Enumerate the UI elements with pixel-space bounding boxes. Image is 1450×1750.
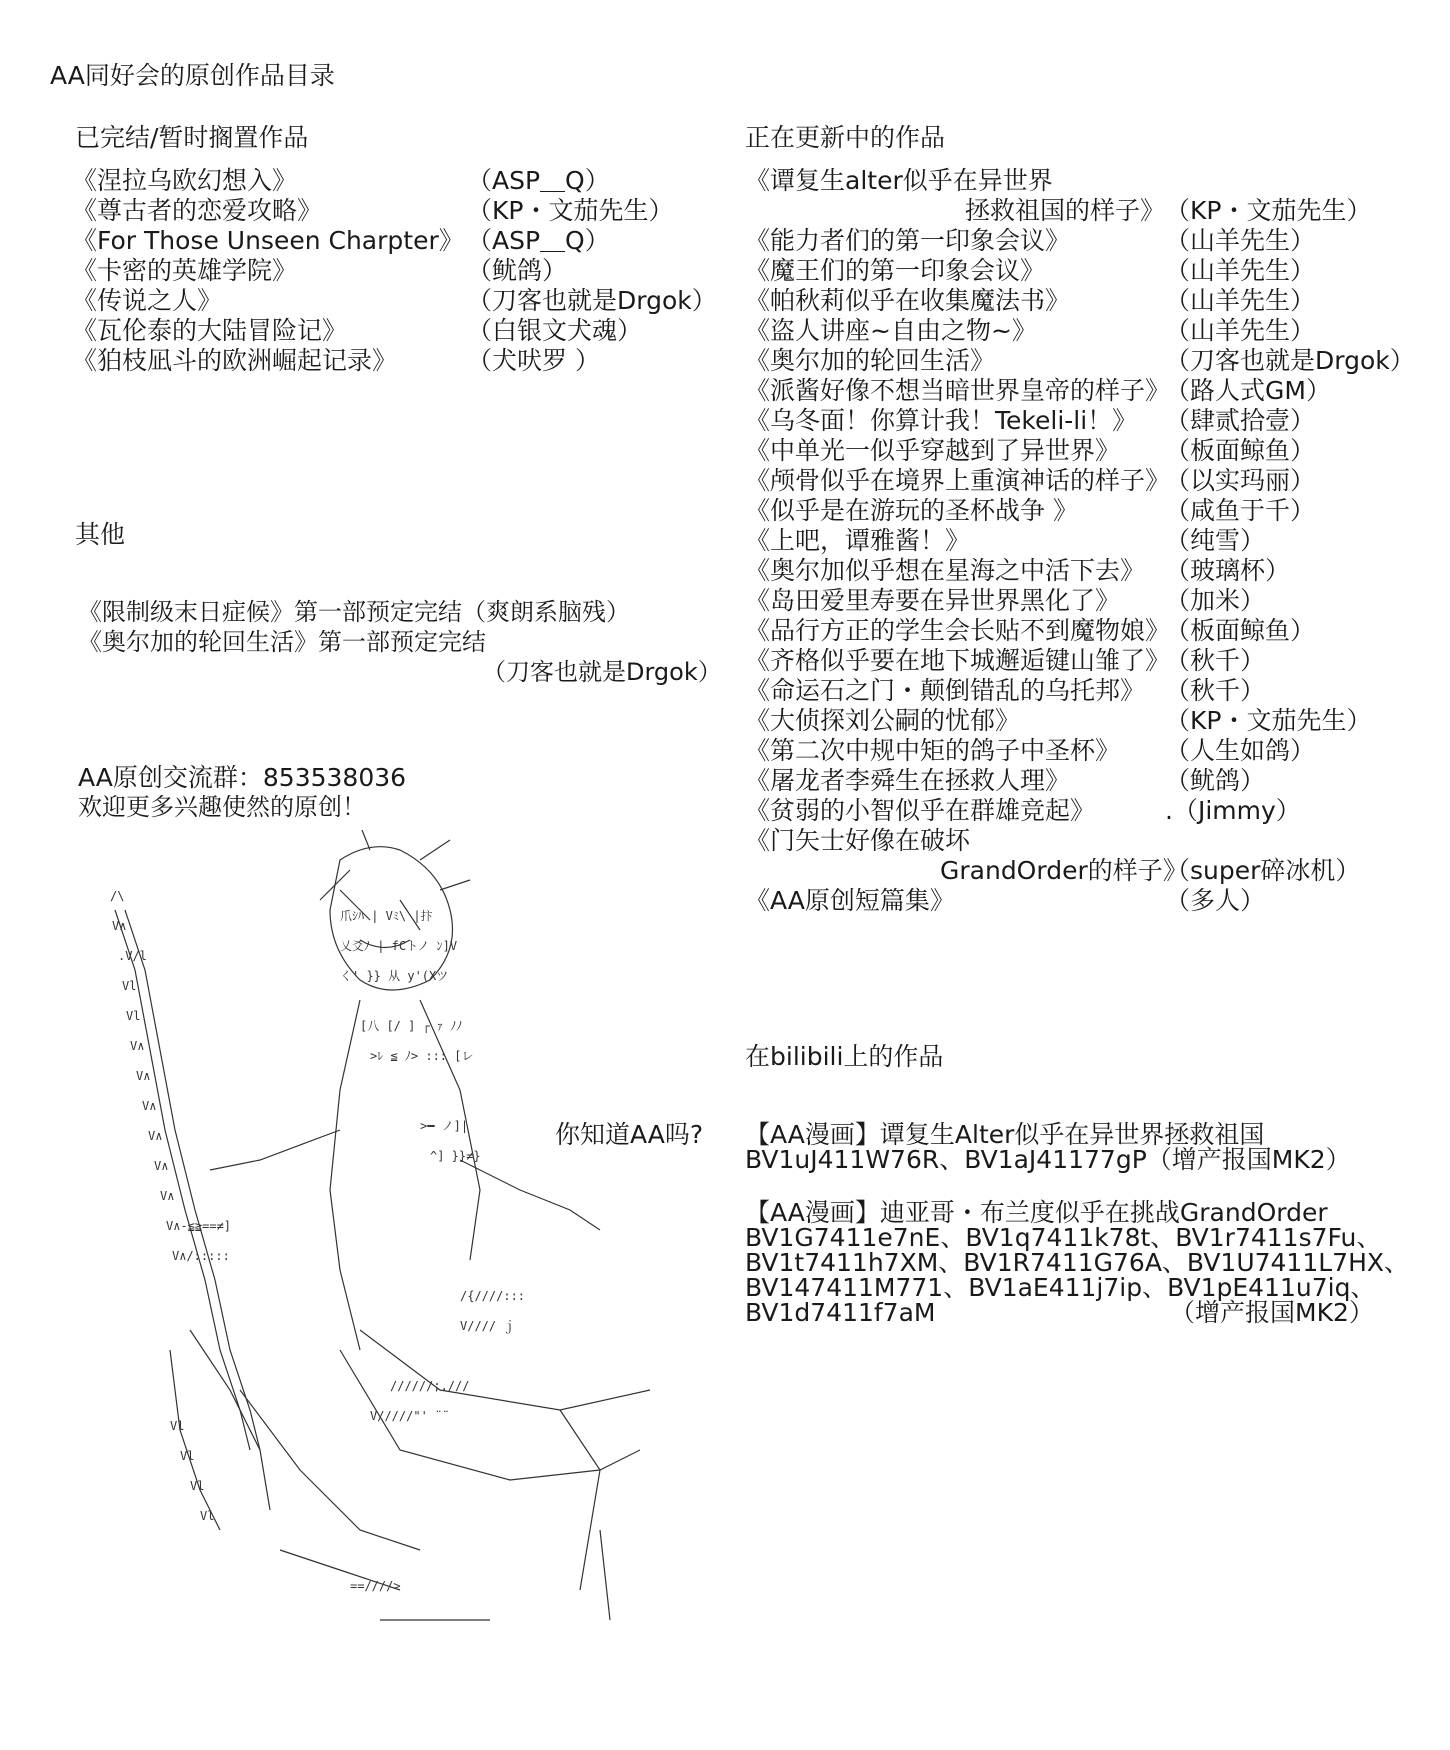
work-author: （加米） — [1165, 586, 1266, 615]
svg-text:>ﾚ ≦ ﾉ> ::: [レ: >ﾚ ≦ ﾉ> ::: [レ — [370, 1049, 474, 1063]
work-title: 《涅拉乌欧幻想入》 — [72, 166, 298, 195]
updating-row — [745, 288, 1405, 316]
updating-row — [745, 678, 1405, 706]
other-item-author: （刀客也就是Drgok） — [482, 658, 722, 686]
work-author: （刀客也就是Drgok） — [467, 286, 717, 315]
bili-entry-2-ids: BV1G7411e7nE、BV1q7411k78t、BV1r7411s7Fu、 — [745, 1223, 1382, 1252]
work-author: （山羊先生） — [1165, 316, 1316, 345]
bili-entry-2-title: 【AA漫画】迪亚哥・布兰度似乎在挑战GrandOrder — [745, 1198, 1328, 1227]
welcome-line: 欢迎更多兴趣使然的原创！ — [78, 793, 366, 821]
updating-row — [745, 346, 1415, 376]
work-author: （山羊先生） — [1165, 226, 1316, 255]
work-author: （人生如鸽） — [1165, 736, 1316, 765]
svg-text:V/////"' ¨¨: V/////"' ¨¨ — [370, 1409, 450, 1423]
work-author: （super碎冰机） — [1165, 856, 1361, 885]
work-title: 《传说之人》 — [72, 286, 223, 315]
completed-row — [72, 258, 712, 286]
work-title: 《魔王们的第一印象会议》 — [745, 256, 1046, 285]
work-title: 《派酱好像不想当暗世界皇帝的样子》 — [745, 376, 1171, 405]
completed-row — [72, 228, 712, 256]
work-author: （板面鲸鱼） — [1165, 616, 1316, 645]
completed-row — [72, 168, 712, 196]
updating-row — [745, 738, 1405, 766]
svg-text:V∧: V∧ — [136, 1069, 151, 1083]
svg-text:[八 [/ ] ┌ ｧ ﾉﾉ: [八 [/ ] ┌ ｧ ﾉﾉ — [360, 1019, 463, 1033]
updating-heading: 正在更新中的作品 — [745, 123, 946, 152]
updating-row — [745, 558, 1405, 586]
bili-entry-1-ids: BV1uJ411W76R、BV1aJ41177gP（增产报国MK2） — [745, 1145, 1351, 1174]
work-author: （KP・文茄先生） — [467, 196, 674, 225]
group-number: AA原创交流群：853538036 — [78, 763, 407, 792]
updating-row — [745, 888, 1405, 916]
work-author: （KP・文茄先生） — [1165, 196, 1372, 225]
work-title: 《乌冬面！你算计我！Tekeli-li！》 — [745, 406, 1138, 435]
work-author: （咸鱼于千） — [1165, 496, 1316, 525]
work-title: 《中单光一似乎穿越到了异世界》 — [745, 436, 1121, 465]
updating-row — [745, 708, 1405, 736]
work-title: 《屠龙者李舜生在拯救人理》 — [745, 766, 1071, 795]
work-title: 《盗人讲座~自由之物~》 — [745, 316, 1037, 345]
svg-text:Vl: Vl — [122, 979, 137, 993]
work-author: （多人） — [1165, 886, 1266, 915]
updating-row — [745, 768, 1405, 796]
svg-text:Vl: Vl — [190, 1479, 205, 1493]
svg-text:Vl: Vl — [126, 1009, 141, 1023]
work-author: （犬吠罗 ） — [467, 346, 600, 375]
work-title: 《颅骨似乎在境界上重演神话的样子》 — [745, 466, 1171, 495]
work-title: 《谭复生alter似乎在异世界 — [745, 166, 1053, 195]
bili-entry-2-ids: BV147411M771、BV1aE411j7ip、BV1pE411u7iq、 — [745, 1273, 1376, 1302]
work-author: （ASP＿Q） — [467, 226, 610, 255]
svg-text:V∧: V∧ — [130, 1039, 145, 1053]
updating-row — [745, 648, 1405, 676]
bilibili-heading: 在bilibili上的作品 — [745, 1042, 944, 1071]
work-title: 《门矢士好像在破坏 — [745, 826, 971, 855]
updating-row — [745, 798, 1405, 826]
work-title: 《狛枝凪斗的欧洲崛起记录》 — [72, 346, 398, 375]
svg-text:^] }}≠}: ^] }}≠} — [430, 1149, 481, 1163]
svg-text:Vl: Vl — [180, 1449, 195, 1463]
updating-row — [745, 408, 1405, 436]
work-author: （ASP＿Q） — [467, 166, 610, 195]
svg-text:爪ｼﾊ | Vﾐ\ |抃: 爪ｼﾊ | Vﾐ\ |抃 — [340, 909, 433, 923]
svg-text:V∧/:::::: V∧/::::: — [172, 1249, 230, 1263]
bili-entry-2-ids: BV1d7411f7aM — [745, 1298, 936, 1327]
work-author: （刀客也就是Drgok） — [1165, 346, 1415, 375]
work-title: 《岛田爱里寿要在异世界黑化了》 — [745, 586, 1121, 615]
svg-text:V∧: V∧ — [148, 1129, 163, 1143]
work-title: 拯救祖国的样子》 — [965, 196, 1166, 225]
svg-text:==////>: ==////> — [350, 1579, 401, 1593]
work-author: （玻璃杯） — [1165, 556, 1291, 585]
other-item: 《奥尔加的轮回生活》第一部预定完结 — [78, 628, 486, 656]
work-author: .（Jimmy） — [1165, 796, 1301, 825]
work-title: 《For Those Unseen Charpter》 — [72, 226, 464, 255]
svg-text:V∧: V∧ — [160, 1189, 175, 1203]
updating-row — [745, 258, 1405, 286]
work-title: 《大侦探刘公嗣的忧郁》 — [745, 706, 1021, 735]
work-author: （KP・文茄先生） — [1165, 706, 1372, 735]
work-title: 《能力者们的第一印象会议》 — [745, 226, 1071, 255]
work-author: （鱿鸽） — [1165, 766, 1266, 795]
work-author: （板面鲸鱼） — [1165, 436, 1316, 465]
other-item: 《限制级末日症候》第一部预定完结（爽朗系脑残） — [78, 598, 630, 626]
updating-row — [745, 588, 1405, 616]
work-title: 《帕秋莉似乎在收集魔法书》 — [745, 286, 1071, 315]
svg-text:Vl: Vl — [170, 1419, 185, 1433]
other-heading: 其他 — [75, 520, 126, 549]
updating-row — [745, 828, 1405, 856]
completed-row — [72, 318, 712, 346]
work-title: 《齐格似乎要在地下城邂逅键山雏了》 — [745, 646, 1171, 675]
work-title: 《贫弱的小智似乎在群雄竞起》 — [745, 796, 1096, 825]
updating-row — [745, 498, 1405, 526]
work-title: 《AA原创短篇集》 — [745, 886, 955, 915]
work-title: GrandOrder的样子》 — [940, 856, 1188, 885]
updating-row — [745, 168, 1405, 196]
work-title: 《似乎是在游玩的圣杯战争 》 — [745, 496, 1078, 525]
work-author: （山羊先生） — [1165, 256, 1316, 285]
work-title: 《上吧，谭雅酱！》 — [745, 526, 971, 555]
work-author: （秋千） — [1165, 646, 1266, 675]
work-author: （纯雪） — [1165, 526, 1266, 555]
updating-row — [745, 438, 1405, 466]
work-title: 《第二次中规中矩的鸽子中圣杯》 — [745, 736, 1121, 765]
question-text: 你知道AA吗? — [555, 1120, 704, 1149]
completed-heading: 已完结/暂时搁置作品 — [75, 123, 309, 152]
page-title: AA同好会的原创作品目录 — [50, 61, 335, 90]
svg-text:>━ ノ]|: >━ ノ]| — [420, 1119, 469, 1133]
work-author: （鱿鸽） — [467, 256, 568, 285]
work-author: （肆贰拾壹） — [1165, 406, 1316, 435]
svg-text:乂爻ﾉ | fCトノ ﾝ]V: 乂爻ﾉ | fCトノ ﾝ]V — [340, 939, 458, 953]
bili-entry-2-author: （增产报国MK2） — [1170, 1298, 1374, 1327]
svg-text://////;.///: //////;./// — [390, 1379, 470, 1393]
ascii-art-drawing — [40, 830, 700, 1670]
work-title: 《品行方正的学生会长贴不到魔物娘》 — [745, 616, 1171, 645]
work-author: （山羊先生） — [1165, 286, 1316, 315]
completed-row — [72, 348, 712, 376]
updating-row — [745, 198, 1405, 226]
work-title: 《卡密的英雄学院》 — [72, 256, 298, 285]
svg-text:/\: /\ — [110, 889, 125, 903]
work-title: 《命运石之门・颠倒错乱的乌托邦》 — [745, 676, 1146, 705]
updating-row — [745, 228, 1405, 256]
updating-row — [745, 618, 1405, 646]
updating-row — [745, 318, 1405, 346]
work-title: 《奥尔加的轮回生活》 — [745, 346, 996, 375]
completed-row — [72, 286, 717, 316]
bili-entry-1-title: 【AA漫画】谭复生Alter似乎在异世界拯救祖国 — [745, 1120, 1265, 1149]
svg-text:く' }} 从 y'(Xツ: く' }} 从 y'(Xツ — [340, 969, 449, 983]
svg-text:V//// ｊ: V//// ｊ — [460, 1319, 516, 1333]
svg-text:/{////:::: /{////::: — [460, 1289, 526, 1303]
bili-entry-2-ids: BV1t7411h7XM、BV1R7411G76A、BV1U7411L7HX、 — [745, 1248, 1410, 1277]
work-title: 《奥尔加似乎想在星海之中活下去》 — [745, 556, 1146, 585]
svg-text:V∧: V∧ — [154, 1159, 169, 1173]
completed-row — [72, 198, 712, 226]
work-author: （路人式GM） — [1165, 376, 1331, 405]
updating-row — [745, 528, 1405, 556]
updating-row — [745, 468, 1405, 496]
updating-row — [745, 858, 1405, 886]
updating-row — [745, 378, 1405, 406]
ascii-art-figure — [40, 830, 700, 1670]
svg-text:V∧: V∧ — [142, 1099, 157, 1113]
svg-text:Vl: Vl — [200, 1509, 215, 1523]
work-author: （白银文犬魂） — [467, 316, 643, 345]
work-author: （以实玛丽） — [1165, 466, 1316, 495]
work-title: 《瓦伦泰的大陆冒险记》 — [72, 316, 348, 345]
svg-text:V∧-≦≧==≠]: V∧-≦≧==≠] — [166, 1219, 232, 1233]
work-title: 《尊古者的恋爱攻略》 — [72, 196, 323, 225]
work-author: （秋千） — [1165, 676, 1266, 705]
svg-text:V∧: V∧ — [112, 919, 127, 933]
svg-text:.V/l: .V/l — [118, 949, 147, 963]
